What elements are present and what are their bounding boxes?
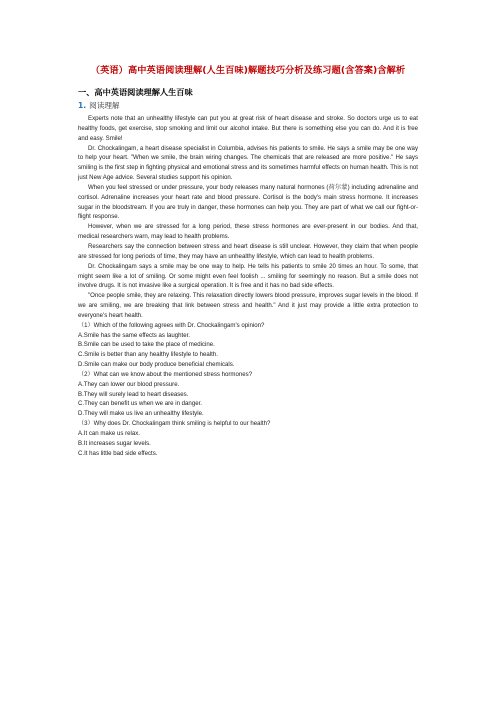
paragraph: However, when we are stressed for a long period, these stress hormones are ever-present in our bodies. And that, medical researchers warn, may lead to health problems. [78,223,418,241]
option: A.Smile has the same effects as laughter. [78,331,191,339]
option: A.It can make us relax. [78,430,140,437]
option: B.It increases sugar levels. [78,439,151,447]
question-label: 阅读理解 [89,101,120,110]
option: C.Smile is better than any healthy lifestyle to health. [78,351,218,359]
option: B.Smile can be used to take the place of medicine. [78,341,215,349]
passage-body [78,114,418,459]
question-3: （3）Why does Dr. Chockalingam think smiling is helpful to our health? [78,420,271,428]
paragraph: Researchers say the connection between stress and heart disease is still unclear. However, they claim that when people are stressed for long periods of time, they may have an unhealthy lifestyle, which can lead to health problems. [78,242,418,260]
paragraph: Experts note that an unhealthy lifestyle can put you at great risk of heart disease and stroke. So doctors urge us to eat healthy foods, get exercise, stop smoking and limit our alcohol intake. But there is something else you can do. And it is free and easy. Smile! [78,115,418,142]
question-number: 1. [78,101,87,110]
option: B.They will surely lead to heart diseases. [78,390,189,398]
option: C.They can benefit us when we are in danger. [78,400,202,408]
paragraph: When you feel stressed or under pressure, your body releases many natural hormones (荷尔蒙) including adrenaline and cortisol. Adrenaline increases your heart rate and blood pressure. Cortisol is the body's main stress hormone. It increases sugar in the bloodstream. If you are truly in danger, these hormones can help you. They are part of what we call our fight-or-flight response. [78,183,418,221]
paragraph: Dr. Chockalingam, a heart disease specialist in Columbia, advises his patients to smile. He says a smile may be one way to help your heart. "When we smile, the brain wiring changes. The chemicals that are released are more positive." He says smiling is the first step in fighting physical and emotional stress and its sometimes harmful effects on human health. This is not just New Age advice. Several studies support his opinion. [78,144,418,182]
option: D.Smile can make our body produce beneficial chemicals. [78,361,235,369]
option: A.They can lower our blood pressure. [78,380,180,388]
paragraph: "Once people smile, they are relaxing. This relaxation directly lowers blood pressure, improves sugar levels in the blood. If we are smiling, we are breaking that link between stress and health." And it just may provide a little extra protection to everyone's heart health. [78,292,418,319]
section-heading: 一、高中英语阅读理解人生百味 [78,87,193,97]
option: C.It has little bad side effects. [78,449,158,457]
option: D.They will make us live an unhealthy lifestyle. [78,410,204,418]
document-title: （英语）高中英语阅读理解(人生百味)解题技巧分析及练习题(含答案)含解析 [90,65,406,76]
paragraph: Dr. Chockalingam says a smile may be one way to help. He tells his patients to smile 20 times an hour. To some, that might seem like a lot of smiling. Or some might even feel foolish ... smiling for seemingly no reason. But a smile does not involve drugs. It is not invasive like a surgical operation. It is free and it has no bad side effects. [78,262,418,290]
question-1: （1）Which of the following agrees with Dr. Chockalingam's opinion? [78,321,265,329]
question-heading [78,100,120,111]
question-2: （2）What can we know about the mentioned stress hormones? [78,370,253,378]
